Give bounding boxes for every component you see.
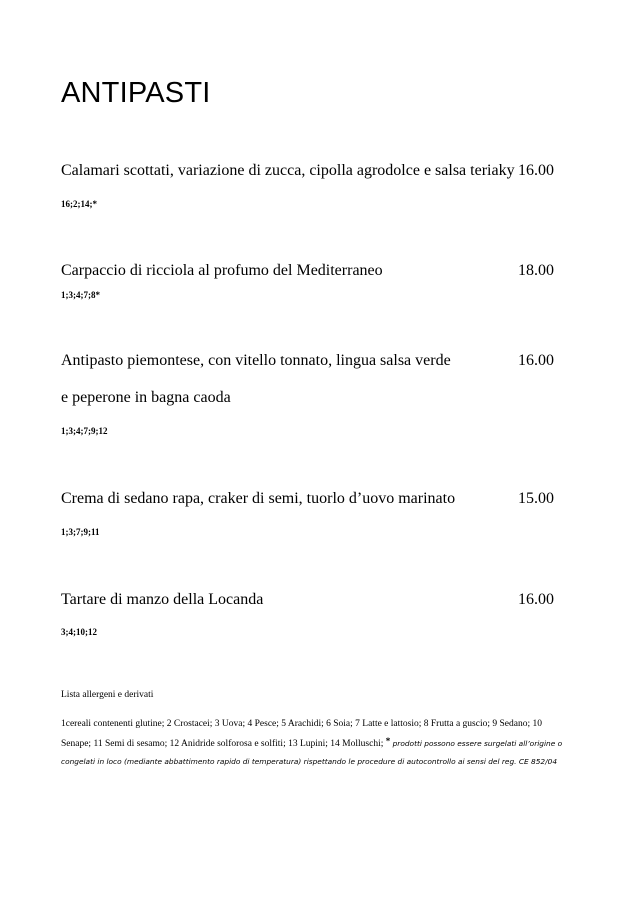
dish-name: Antipasto piemontese, con vitello tonnato, lingua salsa verde bbox=[61, 352, 451, 369]
dish-price: 15.00 bbox=[518, 490, 554, 507]
dish-name: Tartare di manzo della Locanda bbox=[61, 591, 264, 608]
dish-allergens: 1;3;4;7;9;12 bbox=[61, 426, 108, 436]
dish-price: 16.00 bbox=[518, 162, 554, 179]
dish-price: 18.00 bbox=[518, 262, 554, 279]
allergen-list-heading: Lista allergeni e derivati bbox=[61, 690, 154, 700]
dish-name: Crema di sedano rapa, craker di semi, tuorlo d’uovo marinato bbox=[61, 490, 456, 507]
allergen-legend bbox=[61, 716, 566, 771]
star-symbol: * bbox=[385, 736, 391, 746]
frozen-products-note: prodotti possono essere surgelati all’origine o congelati in loco (mediante abbattimento rapido di temperatura) rispettando le procedure di autocontrollo ai sensi del reg. CE 852/04 bbox=[61, 739, 563, 766]
dish-price: 16.00 bbox=[518, 352, 554, 369]
dish-name: Calamari scottati, variazione di zucca, cipolla agrodolce e salsa teriaky bbox=[61, 162, 515, 179]
dish-price: 16.00 bbox=[518, 591, 554, 608]
dish-name: Carpaccio di ricciola al profumo del Mediterraneo bbox=[61, 262, 383, 279]
dish-allergens: 3;4;10;12 bbox=[61, 627, 97, 637]
allergen-list: 1cereali contenenti glutine; 2 Crostacei; 3 Uova; 4 Pesce; 5 Arachidi; 6 Soia; 7 Latte e lattosio; 8 Frutta a guscio; 9 Sedano; 10 Senape; 11 Semi di sesamo; 12 Anidride solforosa e solfiti; 13 Lupini; 14 Molluschi; bbox=[61, 719, 542, 749]
dish-allergens: 1;3;4;7;8* bbox=[61, 290, 100, 300]
dish-name-continued: e peperone in bagna caoda bbox=[61, 389, 231, 406]
dish-allergens: 16;2;14;* bbox=[61, 199, 97, 209]
dish-allergens: 1;3;7;9;11 bbox=[61, 527, 100, 537]
page-title: ANTIPASTI bbox=[61, 77, 211, 109]
